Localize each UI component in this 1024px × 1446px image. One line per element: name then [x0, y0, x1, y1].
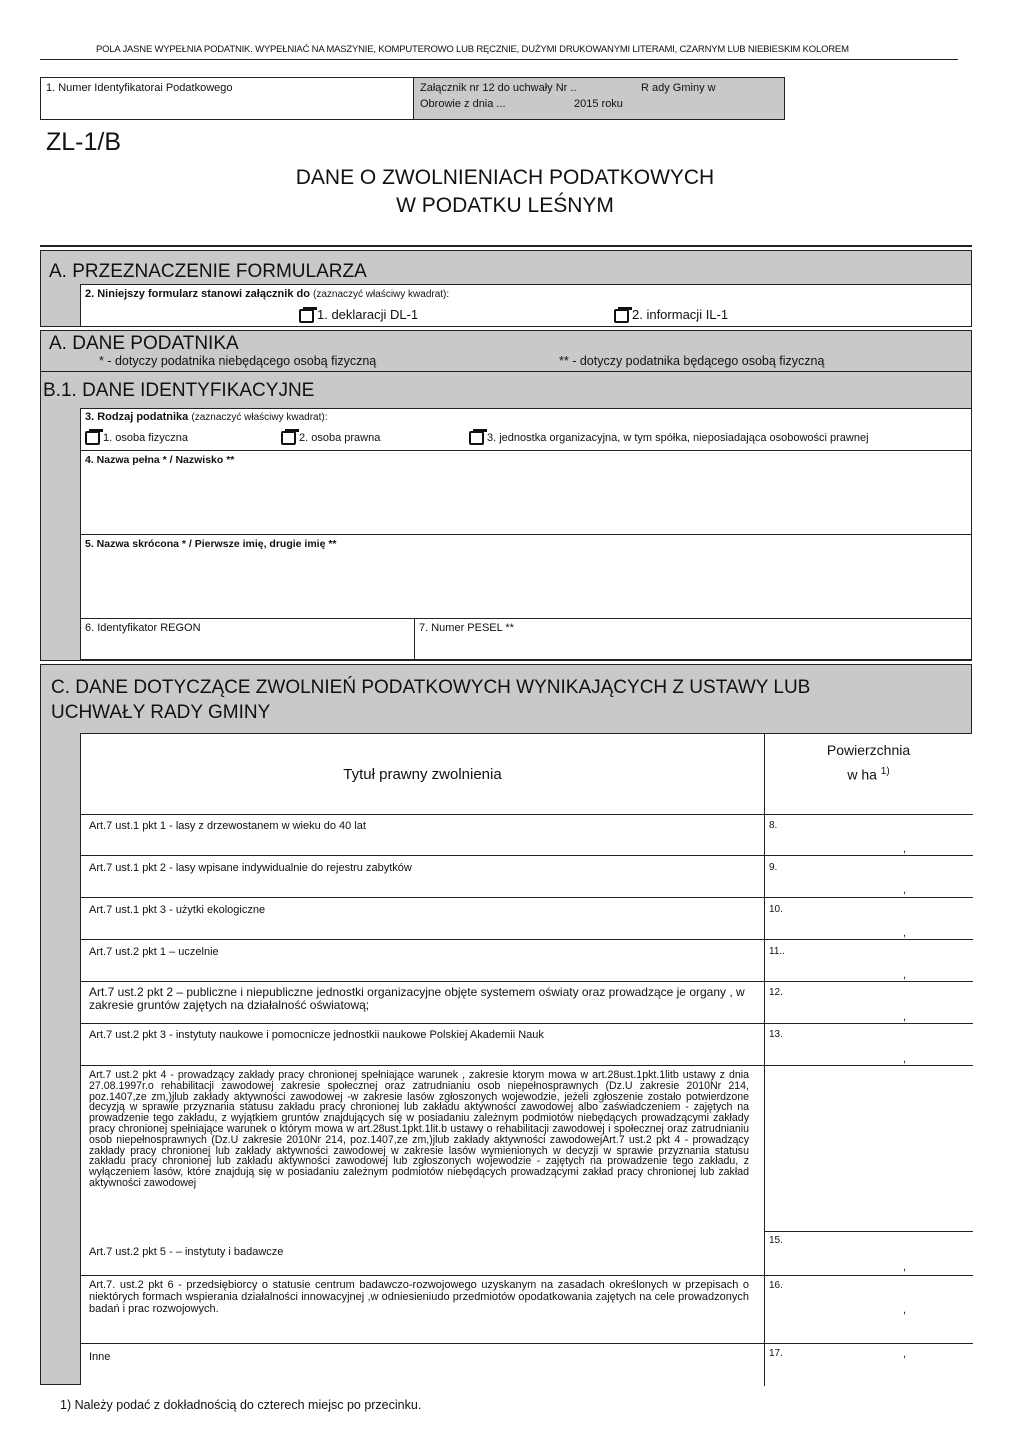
row-12-value[interactable]	[765, 982, 972, 1022]
row-16-num: 16.	[769, 1280, 783, 1291]
row-14-value[interactable]	[765, 1066, 972, 1226]
form-code: ZL-1/B	[46, 128, 122, 156]
row-8-value[interactable]	[765, 815, 972, 855]
row-13-num: 13.	[769, 1029, 783, 1040]
field7-box[interactable]	[414, 618, 972, 660]
field3-hint: (zaznaczyć właściwy kwadrat):	[191, 412, 328, 423]
row-12-num: 12.	[769, 987, 783, 998]
opt-osoba-fizyczna: 1. osoba fizyczna	[103, 431, 188, 444]
footnote: 1) Należy podać z dokładnością do czterech miejsc po przecinku.	[60, 1398, 422, 1412]
field3-label: 3. Rodzaj podatnika	[85, 411, 189, 423]
row-15-num: 15.	[769, 1235, 783, 1246]
field2-box	[80, 284, 972, 326]
form-title-line2: W PODATKU LEŚNYM	[396, 194, 614, 217]
sectionA-title: A. PRZEZNACZENIE FORMULARZA	[49, 261, 367, 282]
row-17-value[interactable]	[765, 1344, 972, 1385]
field5-label: 5. Nazwa skrócona * / Pierwsze imię, drugie imię **	[85, 538, 337, 550]
row-12-comma: ,	[903, 1011, 907, 1023]
attachment-line1: Załącznik nr 12 do uchwały Nr ..	[420, 82, 577, 94]
row-16-value[interactable]	[765, 1276, 972, 1342]
row-9-comma: ,	[903, 884, 907, 896]
attachment-line2: Obrowie z dnia ...	[420, 98, 506, 110]
opt-osoba-prawna: 2. osoba prawna	[299, 431, 381, 444]
checkbox-osoba-prawna[interactable]	[281, 431, 296, 445]
row-10-value[interactable]	[765, 898, 972, 938]
col-area-header-1: Powierzchnia	[826, 742, 911, 758]
row-8-comma: ,	[903, 843, 907, 855]
form-title-line1: DANE O ZWOLNIENIACH PODATKOWYCH	[295, 166, 715, 189]
row-14-title: Art.7 ust.2 pkt 4 - prowadzący zakłady pracy chronionej spełniające warunek , zakresie ktorym mowa w art.28ust.1pkt.1litb ustawy z dnia 27.08.1997r.o rehabilitacji zawodowej zakresie społecznej oraz zatrudnianiu osob niepełnosprawnych (Dz.U zakresie 2010Nr 214, poz.1407,ze zm,)jlub zakłady aktywności zawodowej -w zakresie lasów zgłoszonych wojewodzie, jeżeli zgłoszenie zostało potwierdzone decyzją w sprawie przyznania statusu zakładu pracy chronionej lub zakładu aktywności zawodowej albo zaświadczeniem - zajętych na prowadzenie tego zakładu, z wyjątkiem gruntów znajdujących się w posiadaniu zależnym podmiotów niebędących prowadzącymi zakłady pracy chronionej spełniające warunek o którym mowa w art.28ust.1pkt.1lit.b ustawy o rehabilitacji zawodowej i społecznej oraz zatrudnianiu osob niepełnosprawnych (Dz.U zakresie 2010Nr 214, poz.1407,ze zm,)jlub zakłady aktywności zawodowejArt.7 ust.2 pkt 4 - prowadzący zakłady pracy chronionej lub zakłady aktywności zawodowej w zakresie lasów wymienionych w decyzji w sprawie przyznania statusu zakładu pracy chronionej lub zakładu aktywności zawodowej lub zgłoszonych wojewodzie - zajętych na prowadzenie tego zakładu, z wyłączeniem lasów, które znajdują się w posiadaniu zależnym podmiotów niebędących prowadzącymi zakład pracy chronionej lub zakład aktywności zawodowej	[89, 1069, 749, 1189]
col-title-header: Tytuł prawny zwolnienia	[343, 766, 502, 783]
field4-box[interactable]	[80, 450, 972, 535]
sectionC-title-line1: C. DANE DOTYCZĄCE ZWOLNIEŃ PODATKOWYCH WYNIKAJĄCYCH Z USTAWY LUB	[51, 677, 811, 698]
exemptions-table	[80, 733, 972, 1385]
attachment-line2b: 2015 roku	[574, 98, 623, 110]
field5-box[interactable]	[80, 534, 972, 619]
col-area-footnote-ref: 1)	[880, 766, 890, 777]
field1-box[interactable]	[40, 77, 414, 120]
row-13-comma: ,	[903, 1053, 907, 1065]
checkbox-deklaracja[interactable]	[299, 309, 314, 323]
field6-box[interactable]	[80, 618, 415, 660]
option-informacja: 2. informacji IL-1	[632, 307, 729, 322]
row-11-title: Art.7 ust.2 pkt 1 – uczelnie	[89, 946, 219, 958]
field7-label: 7. Numer PESEL **	[419, 622, 514, 634]
row-13-value[interactable]	[765, 1024, 972, 1064]
option-deklaracja: 1. deklaracji DL-1	[317, 307, 419, 322]
sectionC-title-line2: UCHWAŁY RADY GMINY	[51, 702, 271, 723]
row-15-comma: ,	[903, 1261, 907, 1273]
attachment-box	[413, 77, 785, 120]
col-area-header-2: w ha	[847, 766, 877, 783]
row-15-value[interactable]	[765, 1232, 972, 1274]
sectionA2-note2: ** - dotyczy podatnika będącego osobą fizyczną	[559, 354, 825, 368]
row-9-value[interactable]	[765, 856, 972, 896]
row-11-value[interactable]	[765, 940, 972, 980]
sectionA2-title: A. DANE PODATNIKA	[49, 333, 239, 354]
field4-label: 4. Nazwa pełna * / Nazwisko **	[85, 454, 235, 466]
row-13-title: Art.7 ust.2 pkt 3 - instytuty naukowe i pomocnicze jednostkii naukowe Polskiej Akademii Nauk	[89, 1029, 544, 1041]
sectionB1-title: B.1. DANE IDENTYFIKACYJNE	[43, 380, 315, 401]
row-11-comma: ,	[903, 969, 907, 981]
row-12-title: Art.7 ust.2 pkt 2 – publiczne i niepubliczne jednostki organizacyjne objęte systemem oświaty oraz prowadzące je organy , w zakresie gruntów zajętych na działalność oświatową;	[89, 985, 745, 1012]
top-note: POLA JASNE WYPEŁNIA PODATNIK. WYPEŁNIAĆ NA MASZYNIE, KOMPUTEROWO LUB RĘCZNIE, DUŻYMI DRUKOWANYMI LITERAMI, CZARNYM LUB NIEBIESKIM KOLOREM	[96, 44, 849, 55]
attachment-line1b: R ady Gminy w	[641, 82, 716, 94]
sectionA2-header	[40, 331, 972, 411]
checkbox-osoba-fizyczna[interactable]	[85, 431, 100, 445]
field6-label: 6. Identyfikator REGON	[85, 622, 201, 634]
sectionA2-note1: * - dotyczy podatnika niebędącego osobą fizyczną	[99, 354, 377, 368]
row-17-num: 17.	[769, 1348, 783, 1359]
checkbox-informacja[interactable]	[614, 309, 629, 323]
row-8-title: Art.7 ust.1 pkt 1 - lasy z drzewostanem w wieku do 40 lat	[89, 820, 366, 832]
row-15-title: Art.7 ust.2 pkt 5 - – instytuty i badawcze	[89, 1246, 284, 1258]
field1-label: 1. Numer Identyfikatorai Podatkowego	[46, 82, 233, 94]
opt-jednostka: 3. jednostka organizacyjna, w tym spółka, nieposiadająca osobowości prawnej	[487, 431, 869, 444]
row-9-title: Art.7 ust.1 pkt 2 - lasy wpisane indywidualnie do rejestru zabytków	[89, 862, 412, 874]
field2-label: 2. Niniejszy formularz stanowi załącznik do	[85, 288, 310, 300]
field3-box	[80, 408, 972, 451]
row-9-num: 9.	[769, 862, 778, 873]
checkbox-jednostka[interactable]	[469, 431, 484, 445]
row-10-num: 10.	[769, 904, 783, 915]
row-10-title: Art.7 ust.1 pkt 3 - użytki ekologiczne	[89, 904, 266, 916]
row-11-num: 11..	[769, 946, 785, 957]
field2-hint: (zaznaczyć właściwy kwadrat):	[313, 289, 450, 300]
row-17-comma: ,	[903, 1348, 907, 1360]
row-10-comma: ,	[903, 927, 907, 939]
row-17-title: Inne	[89, 1351, 111, 1363]
row-16-comma: ,	[903, 1304, 907, 1316]
row-16-title: Art.7. ust.2 pkt 6 - przedsiębiorcy o statusie centrum badawczo-rozwojowego uzyskanym na zasadach określonych w przepisach o niektórych formach wspierania działalności innowacyjnej ,w odniesieniudo przedmiotów opodatkowania zajętych na cele prowadzonych badań i prac rozwojowych.	[89, 1279, 749, 1315]
row-8-num: 8.	[769, 820, 778, 831]
